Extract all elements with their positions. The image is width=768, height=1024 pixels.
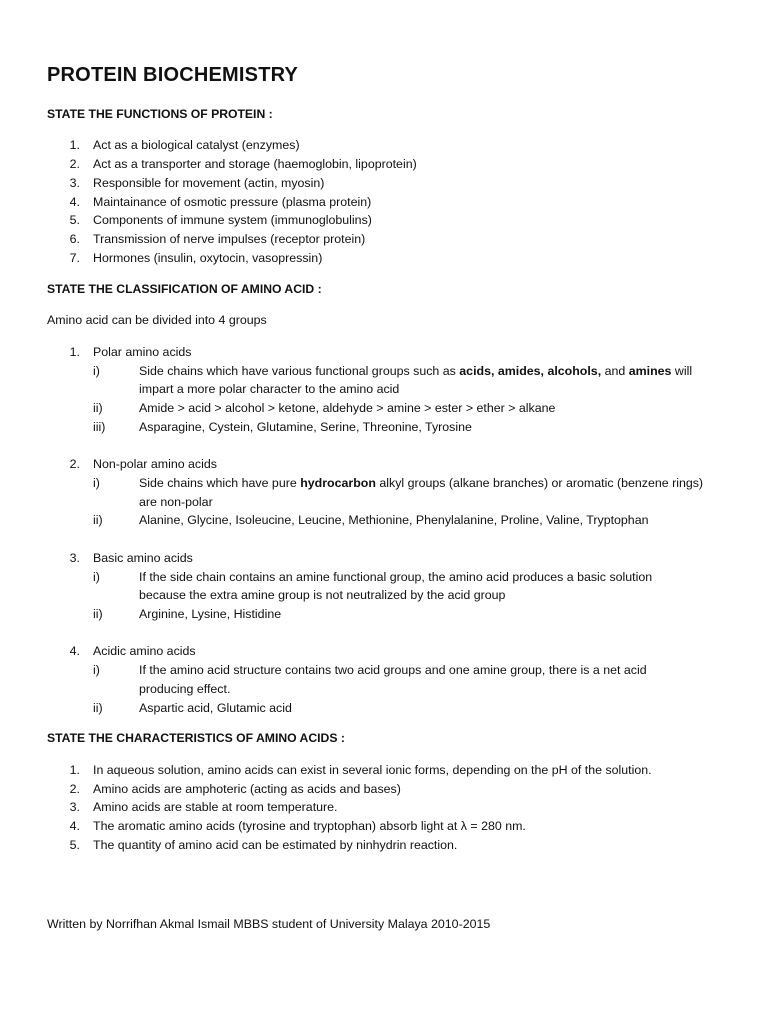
list-number: 2.	[69, 782, 80, 796]
list-number: 4.	[69, 195, 80, 209]
list-item: Act as a biological catalyst (enzymes)	[93, 138, 300, 152]
list-number: 5.	[69, 213, 80, 227]
sub-number: i)	[93, 663, 100, 677]
list-number: 3.	[69, 800, 80, 814]
sub-number: i)	[93, 476, 100, 490]
classification-intro: Amino acid can be divided into 4 groups	[47, 313, 267, 327]
author-footer: Written by Norrifhan Akmal Ismail MBBS student of University Malaya 2010-2015	[47, 917, 491, 931]
group-number: 3.	[69, 551, 80, 565]
list-item: In aqueous solution, amino acids can exist in several ionic forms, depending on the pH of the solution.	[93, 763, 652, 777]
list-item: The aromatic amino acids (tyrosine and tryptophan) absorb light at λ = 280 nm.	[93, 819, 526, 833]
list-item: Amino acids are stable at room temperature.	[93, 800, 338, 814]
list-item: Maintainance of osmotic pressure (plasma protein)	[93, 195, 372, 209]
group-name: Acidic amino acids	[93, 644, 196, 658]
text-run: and	[601, 364, 629, 378]
list-number: 1.	[69, 763, 80, 777]
sub-item-text: Asparagine, Cystein, Glutamine, Serine, Threonine, Tyrosine	[139, 420, 472, 434]
sub-number: i)	[93, 570, 100, 584]
text-run: alkyl groups (alkane branches) or aromatic (benzene rings)	[375, 476, 704, 490]
text-run: Side chains which have pure	[139, 476, 301, 490]
characteristics-heading: STATE THE CHARACTERISTICS OF AMINO ACIDS :	[47, 731, 345, 745]
group-name: Non-polar amino acids	[93, 457, 217, 471]
group-name: Basic amino acids	[93, 551, 193, 565]
group-name: Polar amino acids	[93, 345, 192, 359]
sub-item-text: If the amino acid structure contains two acid groups and one amine group, there is a net acid	[139, 663, 647, 677]
bold-term: amines	[628, 364, 672, 378]
bold-term: hydrocarbon	[300, 476, 376, 490]
sub-item-text	[139, 362, 692, 380]
list-number: 7.	[69, 251, 80, 265]
sub-number: iii)	[93, 420, 106, 434]
list-number: 3.	[69, 176, 80, 190]
sub-item-continuation: are non-polar	[139, 495, 213, 509]
list-number: 5.	[69, 838, 80, 852]
list-item: Components of immune system (immunoglobulins)	[93, 213, 372, 227]
sub-item-text: Amide > acid > alcohol > ketone, aldehyde > amine > ester > ether > alkane	[139, 401, 556, 415]
sub-item-text: Arginine, Lysine, Histidine	[139, 607, 282, 621]
list-item: Hormones (insulin, oxytocin, vasopressin)	[93, 251, 323, 265]
group-number: 4.	[69, 644, 80, 658]
functions-heading: STATE THE FUNCTIONS OF PROTEIN :	[47, 107, 273, 121]
sub-number: ii)	[93, 701, 103, 715]
sub-item-continuation: impart a more polar character to the amino acid	[139, 382, 400, 396]
list-item: Amino acids are amphoteric (acting as acids and bases)	[93, 782, 401, 796]
list-item: Act as a transporter and storage (haemoglobin, lipoprotein)	[93, 157, 417, 171]
classification-heading: STATE THE CLASSIFICATION OF AMINO ACID :	[47, 282, 322, 296]
list-number: 6.	[69, 232, 80, 246]
bold-term: acids, amides, alcohols,	[459, 364, 602, 378]
sub-number: ii)	[93, 513, 103, 527]
list-item: Responsible for movement (actin, myosin)	[93, 176, 325, 190]
sub-number: ii)	[93, 607, 103, 621]
page-title: PROTEIN BIOCHEMISTRY	[47, 64, 299, 86]
text-run: Side chains which have various functional groups such as	[139, 364, 460, 378]
list-number: 2.	[69, 157, 80, 171]
text-run: will	[671, 364, 693, 378]
list-number: 4.	[69, 819, 80, 833]
sub-item-text: Alanine, Glycine, Isoleucine, Leucine, Methionine, Phenylalanine, Proline, Valine, Tryptophan	[139, 513, 649, 527]
list-number: 1.	[69, 138, 80, 152]
sub-item-continuation: because the extra amine group is not neutralized by the acid group	[139, 588, 506, 602]
group-number: 1.	[69, 345, 80, 359]
sub-number: i)	[93, 364, 100, 378]
sub-item-text: Aspartic acid, Glutamic acid	[139, 701, 292, 715]
list-item: The quantity of amino acid can be estimated by ninhydrin reaction.	[93, 838, 458, 852]
sub-number: ii)	[93, 401, 103, 415]
sub-item-text	[139, 474, 703, 492]
group-number: 2.	[69, 457, 80, 471]
list-item: Transmission of nerve impulses (receptor protein)	[93, 232, 366, 246]
sub-item-continuation: producing effect.	[139, 682, 231, 696]
sub-item-text: If the side chain contains an amine functional group, the amino acid produces a basic solution	[139, 570, 653, 584]
